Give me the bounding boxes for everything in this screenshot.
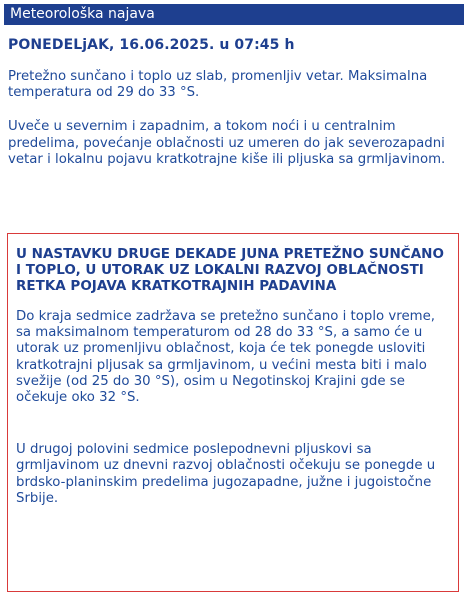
outlook-paragraph-week: Do kraja sedmice zadržava se pretežno sunčano i toplo vreme, sa maksimalnom temperaturom od 28 do 33 °S, a samo će u utorak uz promenljivu oblačnost, koja će tek ponegde usloviti kratkotrajni pljusak sa grmljavinom, u većini mesta biti i malo svežije (od 25 do 30 °S), osim u Negotinskoj Krajini gde se očekuje oko 32 °S.: [16, 309, 435, 406]
forecast-date-title: PONEDELjAK, 16.06.2025. u 07:45 h: [8, 37, 295, 53]
forecast-paragraph-today: Pretežno sunčano i toplo uz slab, promenljiv vetar. Maksimalna temperatura od 29 do 33 °S.: [8, 69, 428, 101]
outlook-notice-box: [7, 233, 459, 592]
forecast-paragraph-evening: Uveče u severnim i zapadnim, a tokom noći i u centralnim predelima, povećanje oblačnosti uz umeren do jak severozapadni vetar i lokalnu pojavu kratkotrajne kiše ili pljuska sa grmljavinom.: [8, 119, 446, 167]
outlook-notice-title: U NASTAVKU DRUGE DEKADE JUNA PRETEŽNO SUNČANO I TOPLO, U UTORAK UZ LOKALNI RAZVOJ OBLAČNOSTI RETKA POJAVA KRATKOTRAJNIH PADAVINA: [16, 246, 444, 294]
section-header: Meteorološka najava: [4, 4, 464, 25]
outlook-paragraph-second-half: U drugoj polovini sedmice poslepodnevni pljuskovi sa grmljavinom uz dnevni razvoj oblačnosti očekuju se ponegde u brdsko-planinskim predelima jugozapadne, južne i jugoistočne Srbije.: [16, 442, 436, 506]
